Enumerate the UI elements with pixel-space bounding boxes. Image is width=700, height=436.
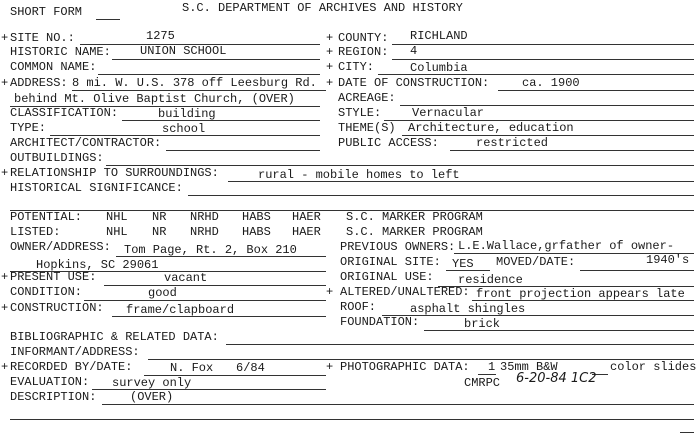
- photo-type-value: 35mm B&W: [500, 360, 558, 374]
- color-slides-label: color slides: [610, 360, 697, 374]
- altered-value: front projection appears late: [476, 287, 685, 301]
- classification-line: [122, 120, 320, 121]
- county-label: COUNTY:: [338, 31, 389, 45]
- construction-value: frame/clapboard: [126, 303, 235, 317]
- recorded-by-label: RECORDED BY/DATE:: [10, 360, 133, 374]
- plus-marker: +: [1, 301, 9, 315]
- present-use-value: vacant: [164, 271, 208, 285]
- date-of-construction-value: ca. 1900: [522, 76, 580, 90]
- listed-habs: HABS: [242, 225, 271, 239]
- photo-count-value: 1: [488, 360, 496, 374]
- original-site-line: [446, 270, 490, 271]
- foundation-value: brick: [464, 317, 501, 331]
- listed-haer: HAER: [292, 225, 321, 239]
- site-no-label: SITE NO.:: [10, 31, 75, 45]
- region-label: REGION:: [338, 45, 389, 59]
- moved-date-line: [580, 270, 694, 271]
- original-use-value: residence: [458, 273, 523, 287]
- previous-owners-label: PREVIOUS OWNERS:: [340, 240, 456, 254]
- original-use-label: ORIGINAL USE:: [340, 270, 434, 284]
- plus-marker: +: [1, 360, 9, 374]
- roof-label: ROOF:: [340, 300, 377, 314]
- plus-marker: +: [1, 166, 9, 180]
- themes-label: THEME(S): [338, 121, 396, 135]
- architect-label: ARCHITECT/CONTRACTOR:: [10, 136, 162, 150]
- relationship-value: rural - mobile homes to left: [258, 168, 460, 182]
- present-use-label: PRESENT USE:: [10, 270, 97, 284]
- altered-line: [472, 300, 694, 301]
- common-name-label: COMMON NAME:: [10, 60, 97, 74]
- cmrpc-label: CMRPC: [464, 376, 501, 390]
- plus-marker: +: [326, 60, 334, 74]
- historic-name-label: HISTORIC NAME:: [10, 45, 111, 59]
- potential-habs: HABS: [242, 210, 271, 224]
- evaluation-label: EVALUATION:: [10, 375, 90, 389]
- construction-label: CONSTRUCTION:: [10, 301, 104, 315]
- style-label: STYLE:: [338, 106, 382, 120]
- bibliographic-line: [226, 344, 694, 345]
- description-value: (OVER): [130, 390, 174, 404]
- description-line2: [10, 419, 694, 420]
- themes-line: [402, 135, 694, 136]
- historic-name-line: [112, 59, 320, 60]
- potential-haer: HAER: [292, 210, 321, 224]
- acreage-label: ACREAGE:: [338, 91, 396, 105]
- plus-marker: +: [1, 76, 9, 90]
- plus-marker: +: [326, 285, 334, 299]
- public-access-value: restricted: [476, 136, 549, 150]
- address-line2-value: behind Mt. Olive Baptist Church, (OVER): [14, 92, 295, 106]
- owner-line1-value: Tom Page, Rt. 2, Box 210: [124, 243, 297, 257]
- city-value: Columbia: [410, 61, 468, 75]
- owner-address-label: OWNER/ADDRESS:: [10, 240, 111, 254]
- owner-line2-value: Hopkins, SC 29061: [36, 258, 159, 272]
- relationship-line: [228, 181, 694, 182]
- roof-value: asphalt shingles: [410, 302, 526, 316]
- foundation-label: FOUNDATION:: [340, 315, 420, 329]
- roof-line: [382, 315, 694, 316]
- plus-marker: +: [1, 270, 9, 284]
- recorded-date-value: 6/84: [236, 361, 265, 375]
- common-name-line: [98, 74, 320, 75]
- themes-value: Architecture, education: [408, 121, 574, 135]
- relationship-label: RELATIONSHIP TO SURROUNDINGS:: [10, 166, 219, 180]
- type-label: TYPE:: [10, 121, 47, 135]
- plus-marker: +: [326, 76, 334, 90]
- owner-line1-underline: [116, 256, 326, 257]
- historic-name-value: UNION SCHOOL: [140, 44, 227, 58]
- region-value: 4: [410, 44, 418, 58]
- moved-date-label: MOVED/DATE:: [496, 255, 576, 269]
- address-line1-value: 8 mi. W. U.S. 378 off Leesburg Rd.: [72, 76, 317, 90]
- listed-label: LISTED:: [10, 225, 61, 239]
- listed-nr: NR: [152, 225, 167, 239]
- historical-significance-line: [188, 195, 694, 196]
- type-value: school: [162, 122, 206, 136]
- date-of-construction-line: [498, 90, 694, 91]
- date-of-construction-label: DATE OF CONSTRUCTION:: [338, 76, 490, 90]
- present-use-line: [104, 285, 326, 286]
- architect-line: [166, 150, 320, 151]
- plus-marker: +: [1, 31, 9, 45]
- moved-date-value: 1940's: [646, 253, 690, 267]
- style-value: Vernacular: [412, 106, 485, 120]
- outbuildings-label: OUTBUILDINGS:: [10, 151, 104, 165]
- condition-value: good: [148, 286, 177, 300]
- public-access-label: PUBLIC ACCESS:: [338, 136, 439, 150]
- classification-label: CLASSIFICATION:: [10, 106, 119, 120]
- potential-nhl: NHL: [106, 210, 128, 224]
- listed-marker-program: S.C. MARKER PROGRAM: [346, 225, 483, 239]
- county-value: RICHLAND: [410, 29, 468, 43]
- condition-label: CONDITION:: [10, 285, 83, 299]
- agency-title: S.C. DEPARTMENT OF ARCHIVES AND HISTORY: [182, 1, 463, 15]
- description-label: DESCRIPTION:: [10, 390, 97, 404]
- site-no-value: 1275: [146, 29, 175, 43]
- potential-nr: NR: [152, 210, 167, 224]
- listed-nhl: NHL: [106, 225, 128, 239]
- plus-marker: +: [326, 360, 334, 374]
- plus-marker: +: [326, 45, 334, 59]
- construction-line: [112, 316, 326, 317]
- evaluation-line: [92, 389, 326, 390]
- original-site-value: YES: [452, 257, 474, 271]
- short-form-label: SHORT FORM: [10, 5, 83, 19]
- corner-mark: [680, 432, 694, 433]
- altered-label: ALTERED/UNALTERED:: [340, 285, 470, 299]
- photographic-label: PHOTOGRAPHIC DATA:: [340, 360, 470, 374]
- condition-line: [84, 300, 326, 301]
- address-label: ADDRESS:: [10, 76, 68, 90]
- previous-owners-value: L.E.Wallace,grfather of owner-: [458, 239, 675, 253]
- region-line: [392, 59, 694, 60]
- bibliographic-label: BIBLIOGRAPHIC & RELATED DATA:: [10, 330, 219, 344]
- city-line: [378, 74, 694, 75]
- short-form-line: [96, 19, 120, 20]
- potential-nrhd: NRHD: [190, 210, 219, 224]
- cmrpc-handwritten: 6-20-84 1C2: [516, 371, 597, 386]
- county-line: [392, 44, 694, 45]
- listed-nrhd: NRHD: [190, 225, 219, 239]
- potential-label: POTENTIAL:: [10, 210, 83, 224]
- address-line1-underline: [72, 90, 326, 91]
- city-label: CITY:: [338, 60, 375, 74]
- original-site-label: ORIGINAL SITE:: [340, 255, 441, 269]
- photo-count-line: [478, 374, 496, 375]
- potential-marker-program: S.C. MARKER PROGRAM: [346, 210, 483, 224]
- recorded-by-value: N. Fox: [170, 361, 214, 375]
- plus-marker: +: [326, 31, 334, 45]
- historical-significance-label: HISTORICAL SIGNIFICANCE:: [10, 181, 183, 195]
- informant-label: INFORMANT/ADDRESS:: [10, 345, 140, 359]
- public-access-line: [450, 150, 694, 151]
- foundation-line: [424, 330, 694, 331]
- description-line: [102, 404, 694, 405]
- evaluation-value: survey only: [112, 376, 192, 390]
- classification-value: building: [158, 107, 216, 121]
